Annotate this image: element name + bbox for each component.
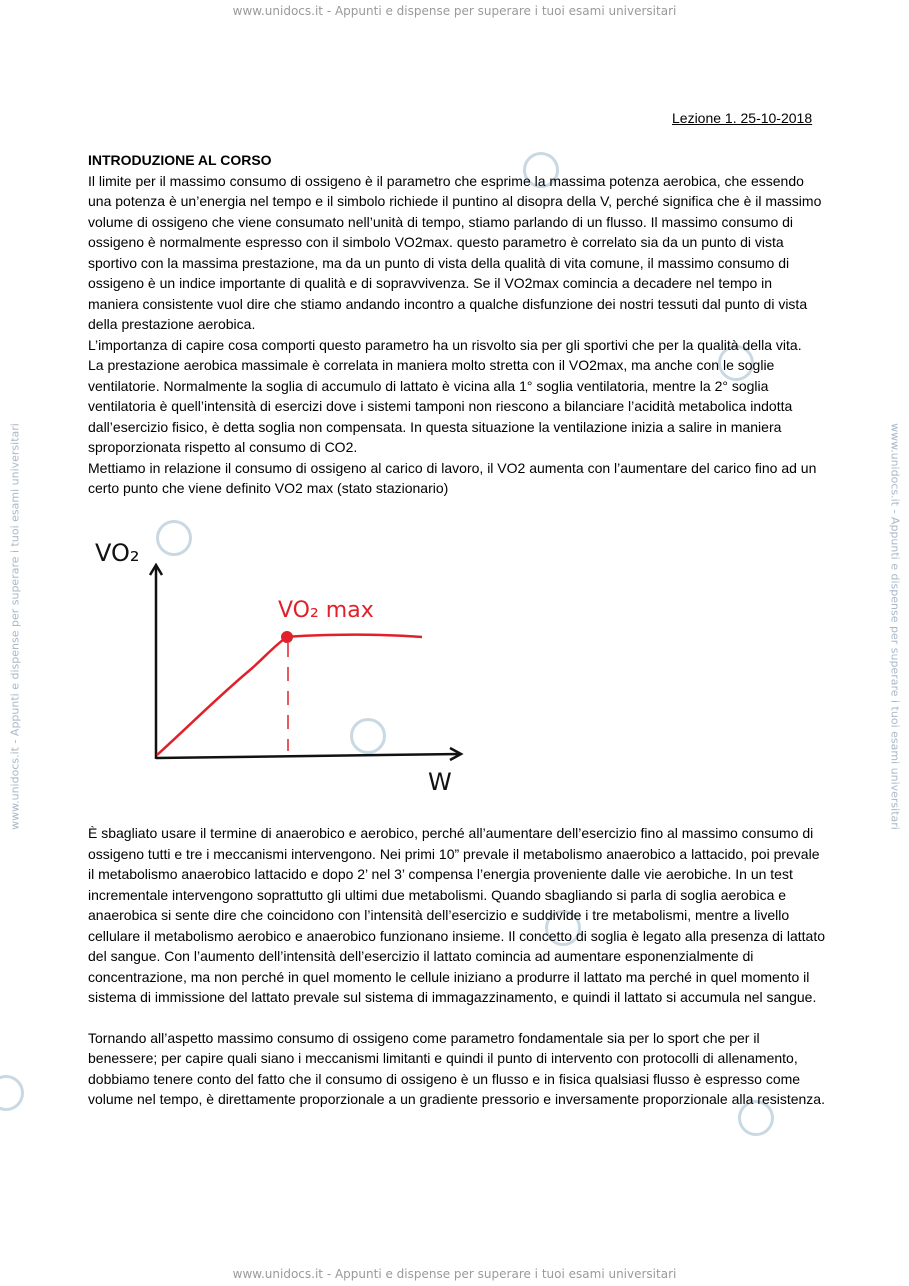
paragraph: L’importanza di capire cosa comporti questo parametro ha un risvolto sia per gli sportivi che per la qualità della vita. (88, 336, 802, 353)
paragraph: È sbagliato usare il termine di anaerobico e aerobico, perché all’aumentare dell’esercizio fino al massimo consumo di ossigeno tutti e tre i meccanismi intervengono. Nei primi 10” prevale il metabolismo anaerobico a lattacido, poi prevale il metabolismo anaerobico lattacido e dopo 2’ nel 3’ compensa l’energia proveniente dalle vie aerobiche. In un test incrementale intervengono soprattutto gli ultimi due metabolismi. Quando sbagliando si parla di soglia aerobica e anaerobica si sente dire che coincidono con l’intensità dell’esercizio e suddivide i tre metabolismi, mentre a livello cellulare il metabolismo aerobico e anaerobico funzionano insieme. Il concetto di soglia è legato alla presenza di lattato del sangue. Con l’aumento dell’intensità dell’esercizio il lattato comincia ad aumentare esponenzialmente di concentrazione, ma non perché in quel momento le cellule iniziano a produrre il lattato ma perché in quel momento il sistema di immissione del lattato prevale sul sistema di immagazzinamento, e quindi il lattato si accumula nel sangue. (88, 825, 825, 1005)
watermark-logo-icon (0, 1075, 24, 1111)
watermark-left: www.unidocs.it - Appunti e dispense per superare i tuoi esami universitari (8, 423, 22, 830)
section-title: INTRODUZIONE AL CORSO (88, 152, 272, 168)
intro-section (88, 150, 826, 499)
vo2max-label: VO₂ max (278, 598, 374, 623)
x-axis (156, 754, 460, 758)
paragraph: Mettiamo in relazione il consumo di ossigeno al carico di lavoro, il VO2 aumenta con l’aumentare del carico fino ad un certo punto che viene definito VO2 max (stato stazionario) (88, 459, 817, 496)
watermark-bottom: www.unidocs.it - Appunti e dispense per superare i tuoi esami universitari (232, 1267, 677, 1281)
vo2max-point (281, 631, 293, 643)
watermark-right: www.unidocs.it - Appunti e dispense per superare i tuoi esami universitari (888, 423, 902, 830)
lesson-header: Lezione 1. 25-10-2018 (672, 110, 813, 126)
lower-section (88, 823, 826, 1110)
vo2-curve (157, 635, 422, 755)
paragraph: Il limite per il massimo consumo di ossigeno è il parametro che esprime la massima potenza aerobica, che essendo una potenza è un’energia nel tempo e il simbolo richiede il puntino al disopra della V, perché significa che è il massimo volume di ossigeno che viene consumato nell’unità di tempo, stiamo parlando di un flusso. Il massimo consumo di ossigeno è normalmente espresso con il simbolo VO2max. questo parametro è correlato sia da un punto di vista sportivo con la massima prestazione, ma da un punto di vista della qualità di vita comune, il massimo consumo di ossigeno è un indice importante di qualità e di sopravvivenza. Se il VO2max comincia a decadere nel tempo in maniera consistente vuol dire che stiamo andando incontro a qualche disfunzione dei nostri tessuti dal punto di vista della prestazione aerobica. (88, 172, 822, 332)
x-axis-label: W (428, 768, 452, 796)
paragraph: La prestazione aerobica massimale è correlata in maniera molto stretta con il VO2max, ma anche con le soglie ventilatorie. Normalmente la soglia di accumulo di lattato è vicina alla 1° soglia ventilatoria, mentre la 2° soglia ventilatoria è quell’intensità di esercizi dove i sistemi tamponi non riescono a bilanciare l’acidità metabolica indotta dall’esercizio fisico, è detta soglia non compensata. In questa situazione la ventilazione inizia a salire in maniera sproporzionata rispetto al consumo di CO2. (88, 357, 793, 455)
vo2-workload-graph (80, 525, 480, 800)
watermark-top: www.unidocs.it - Appunti e dispense per superare i tuoi esami universitari (232, 4, 677, 18)
paragraph: Tornando all’aspetto massimo consumo di ossigeno come parametro fondamentale sia per lo sport che per il benessere; per capire quali siano i meccanismi limitanti e quindi il punto di intervento con protocolli di allenamento, dobbiamo tenere conto del fatto che il consumo di ossigeno è un flusso e in fisica qualsiasi flusso è espresso come volume nel tempo, è direttamente proporzionale a un gradiente pressorio e inversamente proporzionale alla resistenza. (88, 1029, 825, 1107)
y-axis-label: VO₂ (95, 539, 140, 567)
